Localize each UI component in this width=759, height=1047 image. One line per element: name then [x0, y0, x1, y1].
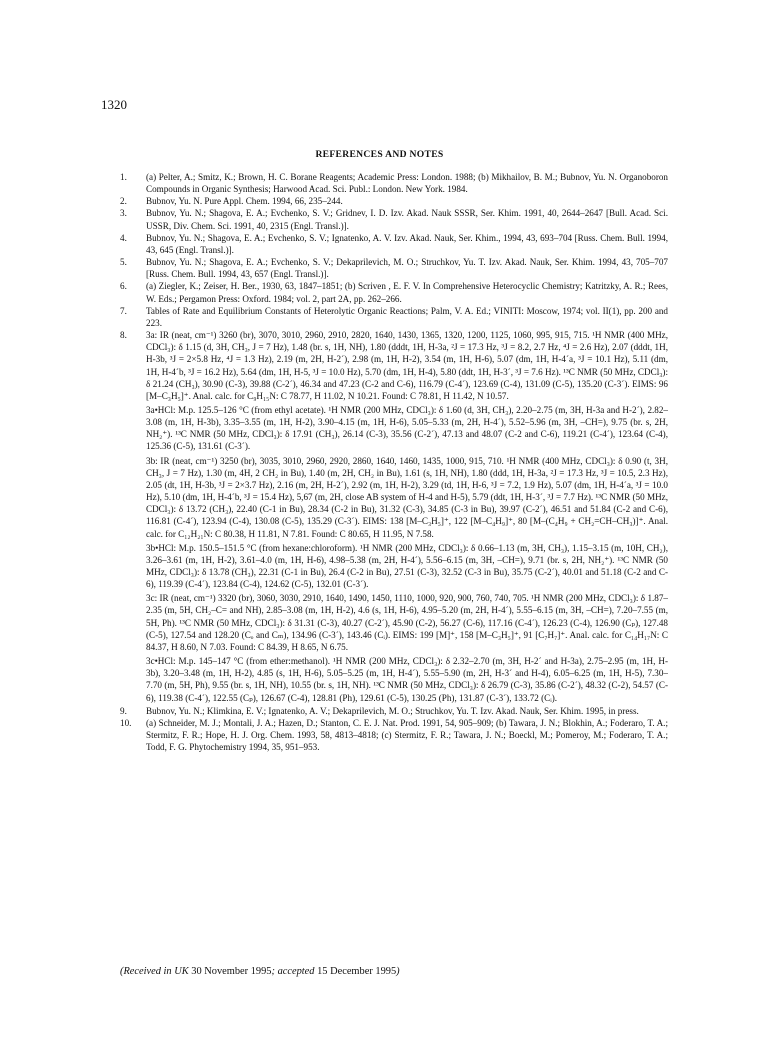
reference-item	[120, 280, 668, 304]
reference-text: Bubnov, Yu. N.; Klimkina, E. V.; Ignatenko, A. V.; Dekaprilevich, M. O.; Struchkov, Yu. T. Izv. Akad. Nauk, Ser. Khim. 1995, in press.	[146, 705, 639, 716]
section-title: REFERENCES AND NOTES	[315, 149, 444, 160]
reference-item	[120, 717, 668, 753]
accepted-date: 15 December 1995	[317, 966, 397, 977]
reference-number: 1.	[120, 172, 127, 182]
compound-3b-hcl-data: 3b•HCl: M.p. 150.5–151.5 °C (from hexane:chloroform). ¹H NMR (200 MHz, CDCl₃): δ 0.66–1.13 (m, 3H, CH₃), 1.15–3.15 (m, 10H, CH₂), 3.26–3.61 (m, 1H, H-2), 3.61–4.0 (m, 1H, H-6), 4.98–5.38 (m, 2H, H-4´), 5.56–6.15 (m, 3H, –CH=), 9.71 (br. s, 2H, NH₂⁺). ¹³C NMR (50 MHz, CDCl₃): δ 13.78 (CH₃), 22.31 (C-1 in Bu), 26.4 (C-2 in Bu), 27.51 (C-3), 32.52 (C-3 in Bu), 35.75 (C-2´), 40.01 and 51.18 (C-2 and C-6), 119.39 (C-4´), 123.84 (C-4), 124.62 (C-5), 132.01 (C-3´).	[146, 542, 668, 590]
reference-text: (a) Schneider, M. J.; Montali, J. A.; Hazen, D.; Stanton, C. E. J. Nat. Prod. 1991, 54, 905–909; (b) Tawara, J. N.; Blokhin, A.; Foderaro, T. A.; Stermitz, F. R.; Hope, H. J. Org. Chem. 1993, 58, 4813–4818; (c) Stermitz, F. R.; Tawara, J. N.; Boeckl, M.; Pomeroy, M.; Foderaro, T. A.; Todd, F. G. Phytochemistry 1994, 35, 951–953.	[146, 717, 668, 753]
reference-number: 5.	[120, 257, 127, 268]
reference-text: Bubnov, Yu. N.; Shagova, E. A.; Evchenko, S. V.; Dekaprilevich, M. O.; Struchkov, Yu. T. Izv. Akad. Nauk, Ser. Khim. 1994, 43, 705–707 [Russ. Chem. Bull. 1994, 43, 657 (Engl. Transl.)].	[146, 257, 668, 280]
reference-number: 9.	[120, 705, 127, 716]
reference-item	[120, 171, 668, 195]
reference-number: 10.	[120, 717, 132, 728]
reference-number: 3.	[120, 208, 127, 219]
reference-item	[120, 305, 668, 329]
reference-text: (a) Pelter, A.; Smitz, K.; Brown, H. C. Borane Reagents; Academic Press: London. 1988; (b) Mikhailov, B. M.; Bubnov, Yu. N. Organoboron Compounds in Organic Synthesis; Harwood Acad. Sci. Publ.: London. New York. 1984.	[146, 172, 668, 195]
reference-item	[120, 256, 668, 280]
compound-3c-data: 3c: IR (neat, cm⁻¹) 3320 (br), 3060, 3030, 2910, 1640, 1490, 1450, 1110, 1000, 920, 900, 760, 740, 705. ¹H NMR (200 MHz, CDCl₃): δ 1.87–2.35 (m, 5H, CH₂–C= and NH), 2.85–3.08 (m, 1H, H-2), 4.6 (s, 1H, H-6), 4.95–5.20 (m, 2H, H-4´), 5.55–6.15 (m, 3H, –CH=), 7.20–7.55 (m, 5H, Ph). ¹³C NMR (50 MHz, CDCl₃): δ 31.31 (C-3), 40.27 (C-2´), 45.90 (C-2), 56.27 (C-6), 117.16 (C-4´), 126.23 (C-4), 126.90 (Cₚ), 127.48 (C-5), 127.54 and 128.20 (Cₒ and Cₘ), 134.96 (C-3´), 143.46 (Cᵢ). EIMS: 199 [M]⁺, 158 [M–C₃H₅]⁺, 91 [C₇H₇]⁺. Anal. calc. for C₁₄H₁₇N: C 84.37, H 8.60, N 7.03. Found: C 84.39, H 8.65, N 6.75.	[146, 593, 668, 652]
reference-item	[120, 329, 668, 705]
reference-item	[120, 207, 668, 231]
reference-text: Bubnov, Yu. N.; Shagova, E. A.; Evchenko, S. V.; Gridnev, I. D. Izv. Akad. Nauk SSSR, Ser. Khim. 1991, 40, 2644–2647 [Bull. Acad. Sci. USSR, Div. Chem. Sci. 1991, 40, 2315 (Engl. Transl.)].	[146, 208, 668, 231]
compound-3c-hcl-data: 3c•HCl: M.p. 145–147 °C (from ether:methanol). ¹H NMR (200 MHz, CDCl₃): δ 2.32–2.70 (m, 3H, H-2´ and H-3a), 2.75–2.95 (m, 1H, H-3b), 3.20–3.48 (m, 1H, H-2), 4.85 (s, 1H, H-6), 5.05–5.25 (m, 1H, H-4´), 5.55–5.90 (m, 2H, H-3´ and H-4), 6.05–6.25 (m, 1H, H-5), 7.30–7.70 (m, 5H, Ph), 9.55 (br. s, 1H, NH), 10.55 (br. s, 1H, NH). ¹³C NMR (50 MHz, CDCl₃): δ 26.79 (C-3), 35.86 (C-2´), 48.32 (C-2), 54.57 (C-6), 119.38 (C-4´), 122.55 (Cₚ), 126.67 (C-4), 128.81 (Ph), 129.61 (C-5), 130.25 (Ph), 131.87 (C-3´), 133.72 (Cᵢ).	[146, 656, 668, 703]
compound-3b-data: 3b: IR (neat, cm⁻¹) 3250 (br), 3035, 3010, 2960, 2920, 2860, 1640, 1460, 1435, 1000, 915, 710. ¹H NMR (400 MHz, CDCl₃): δ 0.90 (t, 3H, CH₃, J = 7 Hz), 1.30 (m, 4H, 2 CH₂ in Bu), 1.40 (m, 2H, CH₂ in Bu), 1.61 (s, 1H, NH), 1.80 (ddd, 1H, H-3a, ²J = 17.3 Hz, ³J = 10.5, 2.3 Hz), 2.05 (dt, 1H, H-3b, ³J = 2×3.7 Hz), 2.16 (m, 2H, H-2´), 2.92 (m, 1H, H-2), 3.29 (td, 1H, H-6, ³J = 7.2, 1.9 Hz), 5.07 (dm, 1H, H-4´a, ³J = 10.0 Hz), 5.10 (dm, 1H, H-4´b, ³J = 15.4 Hz), 5,67 (m, 2H, close AB system of H-4 and H-5), 5.79 (ddt, 1H, H-3´, ³J = 7.7 Hz). ¹³C NMR (50 MHz, CDCl₃): δ 13.72 (CH₃), 22.40 (C-1 in Bu), 28.34 (C-2 in Bu), 31.32 (C-3), 34.85 (C-3 in Bu), 39.97 (C-2´), 46.51 and 51.84 (C-2 and C-6), 116.81 (C-4´), 123.94 (C-4), 130.08 (C-5), 135.29 (C-3´). EIMS: 138 [M–C₃H₅]⁺, 122 [M–C₄H₉]⁺, 80 [M–(C₄H₉ + CH₂=CH–CH₃)]⁺. Anal. calc. for C₁₂H₂₁N: C 80.38, H 11.81, N 7.81. Found: C 80.65, H 11.95, N 7.58.	[146, 455, 668, 539]
received-suffix: )	[396, 966, 400, 977]
reference-number: 8.	[120, 330, 127, 341]
reference-item	[120, 232, 668, 256]
reference-compound-data	[146, 329, 668, 705]
compound-3a-hcl-data: 3a•HCl: M.p. 125.5–126 °C (from ethyl acetate). ¹H NMR (200 MHz, CDCl₃): δ 1.60 (d, 3H, CH₃), 2.20–2.75 (m, 3H, H-3a and H-2´), 2.82–3.08 (m, 1H, H-3b), 3.35–3.55 (m, 1H, H-2), 3.90–4.15 (m, 1H, H-6), 5.05–5.33 (m, 2H, H-4´), 5.52–5.96 (m, 3H, –CH=), 9.75 (br. s, 2H, NH₂⁺). ¹³C NMR (50 MHz, CDCl₃): δ 17.91 (CH₃), 26.14 (C-3), 35.56 (C-2´), 47.13 and 48.07 (C-2 and C-6), 119.21 (C-4´), 123.64 (C-4), 125.36 (C-5), 131.61 (C-3´).	[146, 404, 668, 452]
references-list	[120, 171, 668, 753]
reference-text: Bubnov, Yu. N. Pure Appl. Chem. 1994, 66, 235–244.	[146, 196, 343, 207]
received-dates	[120, 966, 400, 977]
received-date: 30 November 1995	[191, 966, 272, 977]
reference-item	[120, 705, 668, 717]
reference-item	[120, 195, 668, 207]
received-middle: ; accepted	[271, 966, 315, 977]
reference-text: Bubnov, Yu. N.; Shagova, E. A.; Evchenko, S. V.; Ignatenko, A. V. Izv. Akad. Nauk, Ser. Khim., 1994, 43, 693–704 [Russ. Chem. Bull. 1994, 43, 645 (Engl. Transl.)].	[146, 232, 668, 255]
received-prefix: (Received in UK	[120, 966, 189, 977]
page-number: 1320	[101, 97, 127, 112]
compound-3a-data: 3a: IR (neat, cm⁻¹) 3260 (br), 3070, 3010, 2960, 2910, 2820, 1640, 1430, 1365, 1320, 1200, 1125, 1060, 995, 915, 715. ¹H NMR (400 MHz, CDCl₃): δ 1.15 (d, 3H, CH₃, J = 7 Hz), 1.48 (br. s, 1H, NH), 1.80 (dddt, 1H, H-3a, ²J = 17.3 Hz, ³J = 8.2, 2.7 Hz, ⁴J = 2.6 Hz), 2.07 (dddt, 1H, H-3b, ³J = 2×5.8 Hz, ⁴J = 1.3 Hz), 2.19 (m, 2H, H-2´), 2.98 (m, 1H, H-2), 3.54 (m, 1H, H-6), 5.07 (dm, 1H, H-4´a, ³J = 10.1 Hz), 5.11 (dm, 1H, H-4´b, ³J = 16.2 Hz), 5.64 (dm, 1H, H-5, ³J = 10.0 Hz), 5.70 (dm, 1H, H-4), 5.80 (ddt, 1H, H-3´, ³J = 7.6 Hz). ¹³C NMR (50 MHz, CDCl₃): δ 21.24 (CH₃), 30.90 (C-3), 39.88 (C-2´), 46.34 and 47.23 (C-2 and C-6), 116.79 (C-4´), 123.69 (C-4), 131.09 (C-5), 135.20 (C-3´). EIMS: 96 [M–C₃H₅]⁺. Anal. calc. for C₉H₁₅N: C 78.77, H 11.02, N 10.21. Found: C 78.81, H 11.42, N 10.57.	[146, 330, 668, 401]
reference-text: Tables of Rate and Equilibrium Constants of Heterolytic Organic Reactions; Palm, V. A. Ed.; VINITI: Moscow, 1974; vol. II(1), pp. 200 and 223.	[146, 305, 668, 328]
reference-number: 7.	[120, 305, 127, 316]
reference-number: 6.	[120, 281, 127, 292]
reference-number: 4.	[120, 232, 127, 243]
reference-text: (a) Ziegler, K.; Zeiser, H. Ber., 1930, 63, 1847–1851; (b) Scriven , E. F. V. In Comprehensive Heterocyclic Chemistry; Katritzky, A. R.; Rees, W. Eds.; Pergamon Press: Oxford. 1984; vol. 2, part 2A, pp. 262–266.	[146, 281, 668, 304]
reference-number: 2.	[120, 196, 127, 207]
